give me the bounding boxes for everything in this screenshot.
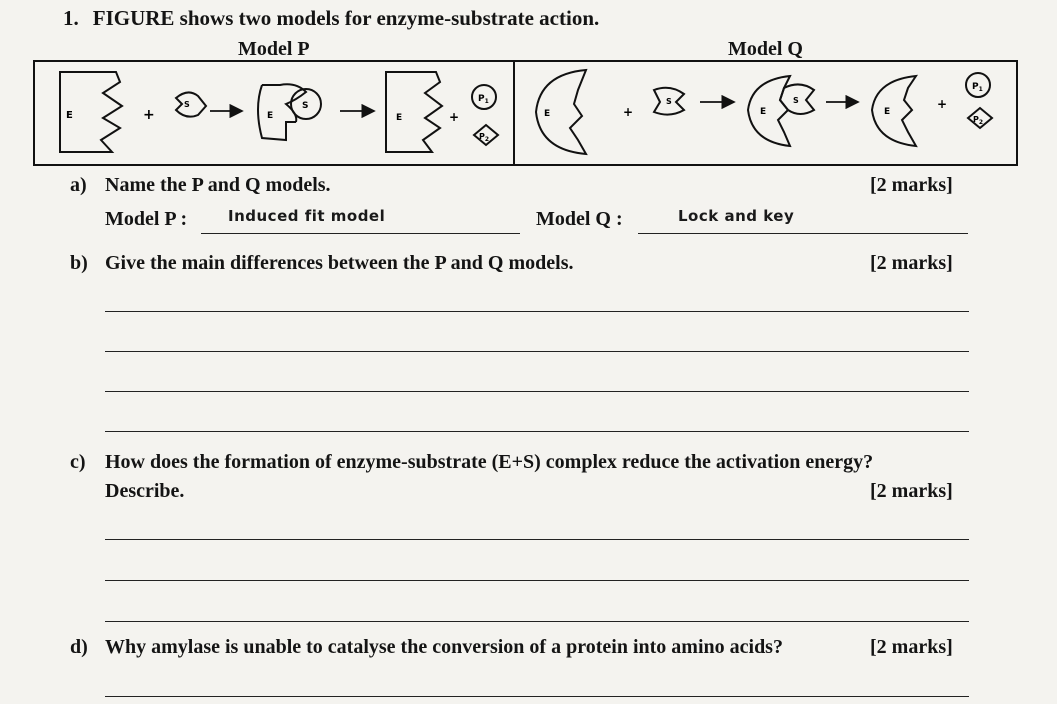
- part-c-answer-line-1[interactable]: [105, 539, 969, 540]
- model-p-answer-label: Model P :: [105, 208, 188, 230]
- model-p-enzyme-free: [60, 72, 122, 152]
- product-2-subscript: 2: [484, 136, 490, 143]
- part-c-marks: [2 marks]: [870, 480, 953, 502]
- model-q-answer-line: [638, 233, 968, 234]
- part-d-question: Why amylase is unable to catalyse the conversion of a protein into amino acids?: [105, 636, 783, 658]
- model-p-substrate: [176, 92, 206, 116]
- part-a-letter: a): [70, 174, 87, 196]
- part-b-question: Give the main differences between the P and Q models.: [105, 252, 574, 274]
- part-c-answer-line-3[interactable]: [105, 621, 969, 622]
- enzyme-label: E: [396, 113, 403, 123]
- part-b-letter: b): [70, 252, 88, 274]
- model-p-product-1: [472, 85, 496, 109]
- enzyme-model-figure: [0, 0, 1057, 180]
- product-2-label: P: [973, 115, 979, 124]
- part-d-letter: d): [70, 636, 88, 658]
- part-b-answer-line-3[interactable]: [105, 391, 969, 392]
- model-p-answer-line: [201, 233, 520, 234]
- part-c-question: How does the formation of enzyme-substrate (E+S) complex reduce the activation energy?: [105, 451, 874, 473]
- model-q-enzyme-released: [872, 76, 916, 146]
- model-q-title: Model Q: [728, 38, 803, 60]
- product-2-subscript: 2: [978, 119, 984, 126]
- plus-sign: +: [937, 97, 948, 111]
- model-q-product-2: [968, 108, 992, 128]
- part-d-marks: [2 marks]: [870, 636, 953, 658]
- part-a-question: Name the P and Q models.: [105, 174, 331, 196]
- substrate-label: S: [184, 100, 190, 109]
- model-q-answer-label: Model Q :: [536, 208, 623, 230]
- enzyme-label: E: [884, 107, 891, 117]
- product-1-subscript: 1: [978, 86, 983, 93]
- enzyme-label: E: [66, 110, 73, 121]
- model-q-product-1: [966, 73, 990, 97]
- part-b-answer-line-2[interactable]: [105, 351, 969, 352]
- enzyme-label: E: [267, 111, 274, 121]
- model-p-title: Model P: [238, 38, 310, 60]
- part-b-answer-line-1[interactable]: [105, 311, 969, 312]
- product-2-label: P: [479, 132, 485, 141]
- svg-text:P1: [972, 82, 983, 93]
- plus-sign: +: [623, 105, 634, 119]
- model-q-substrate: [654, 88, 684, 115]
- part-b-marks: [2 marks]: [870, 252, 953, 274]
- substrate-label: S: [666, 97, 672, 106]
- model-p-answer[interactable]: Induced fit model: [228, 207, 386, 225]
- model-p-box: [34, 61, 514, 165]
- question-number: 1.: [63, 6, 79, 30]
- part-c-question-cont: Describe.: [105, 480, 185, 502]
- part-a-marks: [2 marks]: [870, 174, 953, 196]
- model-q-answer[interactable]: Lock and key: [678, 207, 795, 225]
- part-c-answer-line-2[interactable]: [105, 580, 969, 581]
- product-1-label: P: [478, 94, 485, 104]
- enzyme-label: E: [544, 109, 551, 119]
- model-p-enzyme-released: [386, 72, 442, 152]
- model-p-es-complex: [258, 84, 321, 140]
- question-text: FIGURE shows two models for enzyme-substrate action.: [92, 6, 600, 30]
- enzyme-label: E: [760, 107, 767, 117]
- model-q-es-complex: [748, 76, 814, 146]
- part-b-answer-line-4[interactable]: [105, 431, 969, 432]
- product-1-subscript: 1: [484, 98, 489, 105]
- svg-text:P1: [478, 94, 489, 105]
- part-c-letter: c): [70, 451, 86, 473]
- plus-sign: +: [449, 110, 460, 124]
- substrate-label: S: [302, 101, 309, 111]
- model-q-enzyme-free: [536, 70, 586, 154]
- model-p-product-2: [474, 125, 498, 145]
- plus-sign: +: [143, 107, 155, 123]
- substrate-label: S: [793, 96, 799, 105]
- product-1-label: P: [972, 82, 979, 92]
- part-d-answer-line-1[interactable]: [105, 696, 969, 697]
